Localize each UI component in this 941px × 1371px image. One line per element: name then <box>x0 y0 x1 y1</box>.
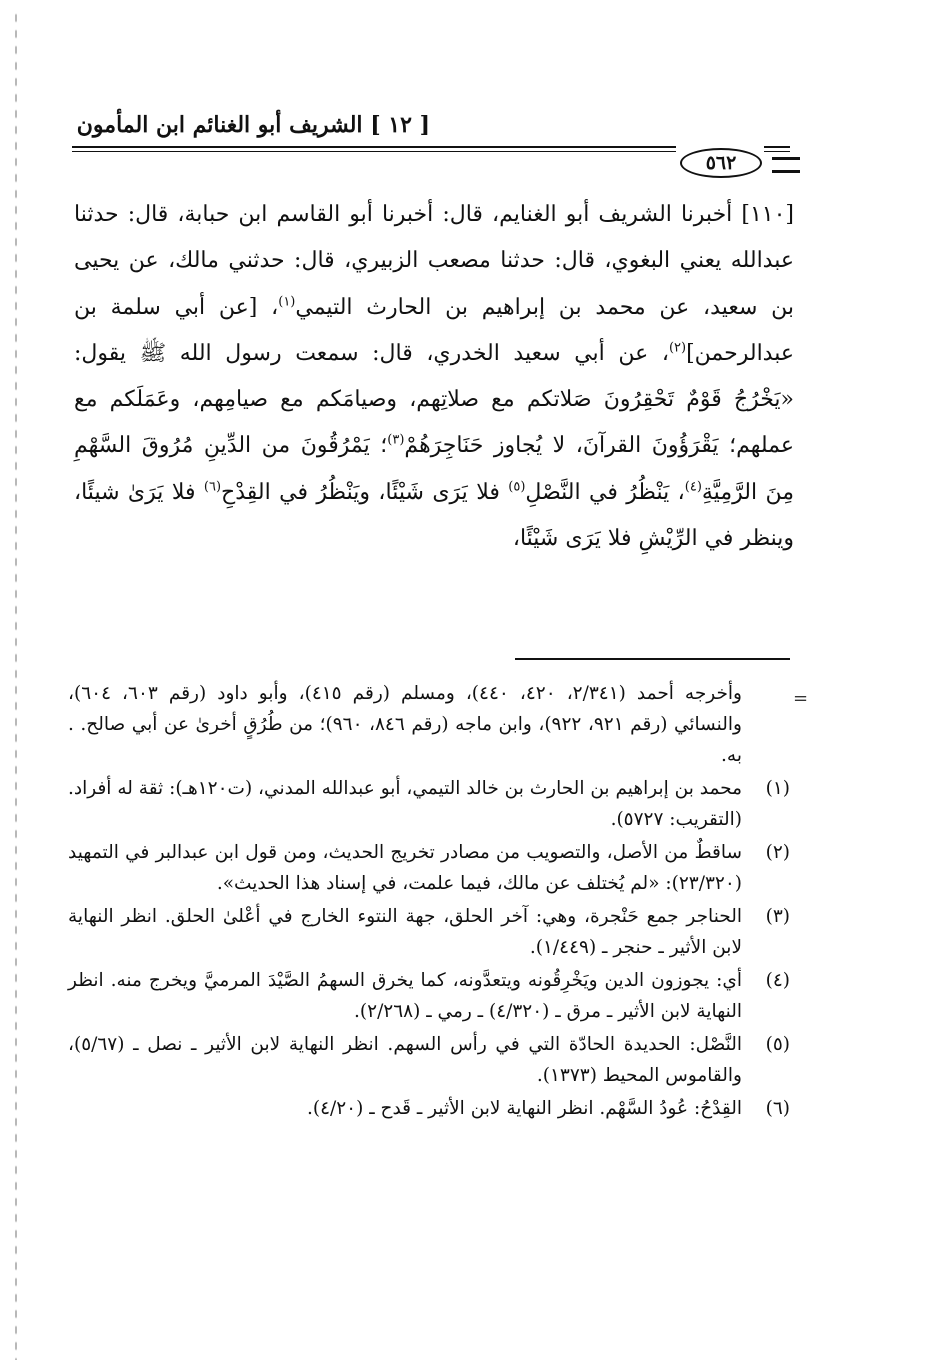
footnote-number: (٦) <box>765 1098 790 1119</box>
footnote-text: النَّصْل: الحديدة الحادّة التي في رأس السهم. انظر النهاية لابن الأثير ـ نصل ـ (٥/٦٧)، والقاموس المحيط (١٣٧٣). <box>68 1034 742 1086</box>
continuation-mark: = <box>793 688 809 709</box>
hadith-text-part-5: ، يَنْظُرُ في النَّصْلِ <box>525 479 685 505</box>
footnote-separator <box>515 658 790 660</box>
footnote-ref-5: (٥) <box>508 479 526 495</box>
footnote-ref-3: (٣) <box>387 433 405 449</box>
hadith-text-part-1: [١١٠] أخبرنا الشريف أبو الغنايم، قال: أخبرنا أبو القاسم ابن حبابة، قال: حدثنا عبدالله يعني البغوي، قال: حدثنا مصعب الزبيري، قال: حدثني مالك، عن يحيى بن سعيد، عن محمد بن إبراهيم بن الحارث التيمي <box>74 202 795 320</box>
footnote-number: (١) <box>765 778 790 799</box>
footnote-number: (٤) <box>765 970 790 991</box>
footnote-item <box>68 773 790 835</box>
hadith-text-part-6: فلا يَرَى شَيْئًا، ويَنْظُرُ في القِدْحِ <box>221 479 509 505</box>
hadith-text-part-4: ؛ يَمْرُقُونَ من الدِّينِ مُرُوقَ السَّهْمِ مِنَ الرَّمِيَّةِ <box>74 433 795 505</box>
footnote-text: أي: يجوزون الدين ويَخْرِقُونه ويتعدَّونه، كما يخرق السهمُ الصَّيْدَ المرميَّ ويخرج منه. انظر النهاية لابن الأثير ـ مرق ـ (٤/٣٢٠) ـ رمي ـ (٢/٢٦٨). <box>68 970 742 1022</box>
footnote-number: (٥) <box>765 1034 790 1055</box>
footnote-item <box>68 901 790 963</box>
footnote-ref-6: (٦) <box>203 479 222 495</box>
footnote-continuation <box>68 678 790 771</box>
page-number-badge <box>676 146 764 178</box>
footnotes <box>68 678 790 1126</box>
footnote-continuation-text: وأخرجه أحمد (٢/٣٤١، ٤٢٠، ٤٤٠)، ومسلم (رقم ٤١٥)، وأبو داود (رقم ٦٠٣، ٦٠٤)، والنسائي (رقم ٩٢١، ٩٢٢)، وابن ماجه (رقم ٨٤٦، ٩٦٠)؛ من طُرُقٍ أخرىٰ عن أبي صالح. . به. <box>68 683 742 766</box>
running-header-title: [ ١٢ ] الشريف أبو الغنائم ابن المأمون <box>76 112 430 138</box>
hadith-text-part-3: ، عن أبي سعيد الخدري، قال: سمعت رسول الله ﷺ يقول: «يَخْرُجُ قَوْمٌ تَحْقِرُونَ صَلاتكم مع صلاتِهم، وصيامَكم مع صيامِهم، وعَمَلَكم مع عملهم؛ يَقْرَؤُونَ القرآنَ، لا يُجاوز حَنَاجِرَهُمْ <box>74 340 794 459</box>
footnote-text: القِدْحُ: عُودُ السَّهْم. انظر النهاية لابن الأثير ـ قَدح ـ (٤/٢٠). <box>306 1098 742 1119</box>
footnote-ref-4: (٤) <box>684 479 702 495</box>
footnote-item <box>68 1029 790 1091</box>
footnote-ref-1: (١) <box>278 294 296 310</box>
footnote-item <box>68 837 790 899</box>
page-number: ٥٦٢ <box>680 148 762 178</box>
header-ornament-bars <box>772 157 800 173</box>
hadith-paragraph <box>74 192 794 562</box>
hadith-text-part-2: ، [عن أبي سلمة بن عبدالرحمن] <box>74 294 794 366</box>
page-edge-speckles <box>14 10 18 1360</box>
footnote-text: محمد بن إبراهيم بن الحارث بن خالد التيمي، أبو عبدالله المدني، (ت١٢٠هـ): ثقة له أفراد. (التقريب: ٥٧٢٧). <box>68 778 742 830</box>
footnote-number: (٢) <box>765 842 790 863</box>
footnote-ref-2: (٢) <box>668 340 687 356</box>
footnote-number: (٣) <box>765 906 790 927</box>
hadith-text-part-7: فلا يَرَىٰ شيئًا، وينظر في الرِّيْشِ فلا يَرَى شَيْئًا، <box>74 479 794 552</box>
hadith-text <box>74 192 794 562</box>
footnote-text: ساقطٌ من الأصل، والتصويب من مصادر تخريج الحديث، ومن قول ابن عبدالبر في التمهيد (٢٣/٣٢٠): «لم يُختلف عن مالك، فيما علمت، في إسناد هذا الحديث». <box>68 842 742 894</box>
footnote-item <box>68 965 790 1027</box>
footnote-item <box>68 1093 790 1124</box>
footnote-text: الحناجر جمع حَنْجرة، وهي: آخر الحلق، جهة النتوء الخارج في أعْلىٰ الحلق. انظر النهاية لابن الأثير ـ حنجر ـ (١/٤٤٩). <box>68 906 742 958</box>
